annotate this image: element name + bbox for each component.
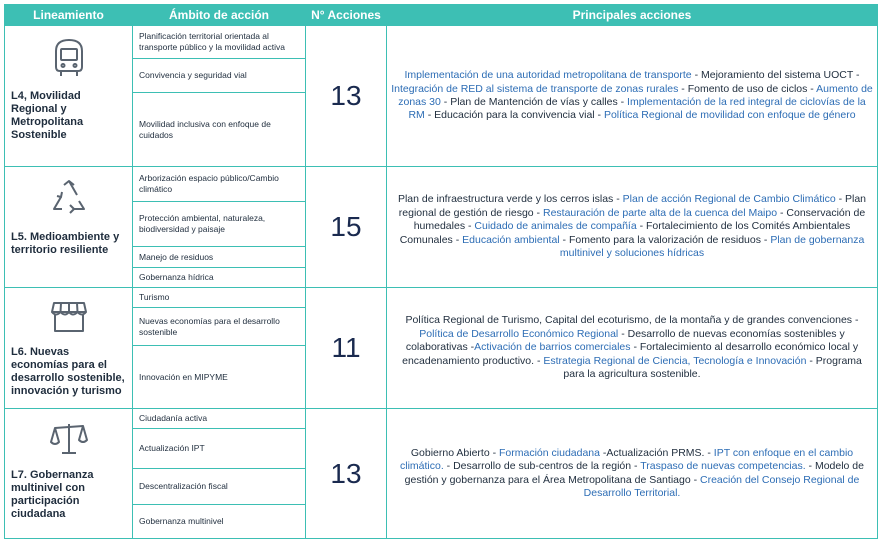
action-text-segment: Política Regional de Turismo, Capital del ecoturismo, de la montaña y de grandes convenciones - xyxy=(405,314,859,327)
ambito-item: Convivencia y seguridad vial xyxy=(133,59,306,93)
action-text-segment: Gobierno Abierto - xyxy=(410,446,500,459)
action-text-segment: - Fomento de uso de ciclos - xyxy=(678,82,817,95)
action-highlight: Formación ciudadana xyxy=(499,446,600,459)
action-highlight: Creación del Consejo Regional de Desarrollo Territorial. xyxy=(583,473,860,499)
action-text-segment: - Desarrollo de nuevas economías sostenibles y colaborativas - xyxy=(405,327,845,354)
action-text-segment: - Fomento para la valorización de residuos - xyxy=(559,233,771,246)
action-highlight: Cuidado de animales de compañía xyxy=(474,220,637,233)
bus-icon xyxy=(52,37,86,79)
action-highlight: Implementación de una autoridad metropolitana de transporte xyxy=(404,69,692,82)
action-highlight: Política Regional de movilidad con enfoque de género xyxy=(603,109,856,122)
actions-text xyxy=(387,26,878,167)
header-ambito: Ámbito de acción xyxy=(133,5,306,26)
action-text-segment: Plan de infraestructura verde y los cerros islas - xyxy=(397,193,623,206)
ambito-item: Gobernanza hídrica xyxy=(133,268,306,288)
table-container xyxy=(4,4,877,539)
actions-text xyxy=(387,409,878,539)
ambito-item: Descentralización fiscal xyxy=(133,469,306,505)
action-highlight: Activación de barrios comerciales xyxy=(474,341,631,354)
actions-table xyxy=(4,4,878,539)
lineamiento-cell-l7 xyxy=(5,409,133,539)
actions-text xyxy=(387,288,878,409)
actions-count: 13 xyxy=(306,409,387,539)
ambito-item: Gobernanza multinivel xyxy=(133,505,306,539)
action-text-segment: - Plan de Mantención de vías y calles - xyxy=(440,96,628,108)
ambito-item: Planificación territorial orientada al transporte público y la movilidad activa xyxy=(133,26,306,59)
ambito-item: Protección ambiental, naturaleza, biodiversidad y paisaje xyxy=(133,202,306,247)
action-text-segment: - Conservación de humedales - xyxy=(413,206,866,233)
lineamiento-label: L4, Movilidad Regional y Metropolitana Sostenible xyxy=(11,90,84,141)
action-text-segment: - Plan regional de gestión de riesgo - xyxy=(398,193,867,219)
lineamiento-label: L7. Gobernanza multinivel con participación ciudadana xyxy=(11,469,94,520)
ambito-item: Ciudadanía activa xyxy=(133,409,306,429)
header-row xyxy=(5,5,878,26)
action-highlight: Aumento de zonas 30 xyxy=(398,82,873,108)
action-highlight: Plan de acción Regional de Cambio Climático xyxy=(622,193,836,206)
lineamiento-cell-l5 xyxy=(5,167,133,288)
action-text-segment: -Actualización PRMS. - xyxy=(600,446,714,459)
header-n-acciones: N° Acciones xyxy=(306,5,387,26)
action-highlight: Educación ambiental xyxy=(462,233,560,246)
action-text-segment: - Educación para la convivencia vial - xyxy=(424,109,604,122)
ambito-item: Arborización espacio público/Cambio climático xyxy=(133,167,306,202)
actions-count: 13 xyxy=(306,26,387,167)
action-highlight: Estrategia Regional de Ciencia, Tecnología e Innovación xyxy=(543,354,807,367)
store-icon xyxy=(50,299,88,335)
action-text-segment: - Desarrollo de sub-centros de la región - xyxy=(443,460,641,473)
header-principales-acciones: Principales acciones xyxy=(387,5,878,26)
action-text-segment: - Fortalecimiento al desarrollo económico local y encadenamiento productivo. - xyxy=(402,341,859,367)
action-text-segment: - Fortalecimiento de los Comités Ambientales Comunales - xyxy=(399,220,851,246)
action-highlight: Implementación de la red integral de ciclovías de la RM xyxy=(408,96,866,122)
ambito-item: Actualización IPT xyxy=(133,429,306,469)
scales-icon xyxy=(49,420,89,458)
ambito-item: Movilidad inclusiva con enfoque de cuidados xyxy=(133,93,306,167)
action-text-segment: - Mejoramiento del sistema UOCT - xyxy=(691,69,860,82)
action-highlight: Restauración de parte alta de la cuenca del Maipo xyxy=(542,206,778,219)
action-highlight: Traspaso de nuevas competencias. xyxy=(640,460,806,473)
action-highlight: IPT con enfoque en el cambio climático. xyxy=(399,446,854,473)
actions-text xyxy=(387,167,878,288)
action-text-segment: - Programa para la agricultura sostenible. xyxy=(563,354,862,381)
header-lineamiento: Lineamiento xyxy=(5,5,133,26)
action-highlight: Política de Desarrollo Económico Regional xyxy=(419,327,619,340)
lineamiento-cell-l6 xyxy=(5,288,133,409)
action-text-segment: - Modelo de gestión y gobernanza para el Área Metropolitana de Santiago - xyxy=(404,460,864,486)
lineamiento-label: L6. Nuevas economías para el desarrollo sostenible, innovación y turismo xyxy=(11,346,125,397)
ambito-item: Manejo de residuos xyxy=(133,247,306,268)
actions-count: 11 xyxy=(306,288,387,409)
action-highlight: Plan de gobernanza multinivel y soluciones hídricas xyxy=(559,233,865,260)
ambito-item: Turismo xyxy=(133,288,306,308)
actions-count: 15 xyxy=(306,167,387,288)
lineamiento-cell-l4 xyxy=(5,26,133,167)
ambito-item: Innovación en MIPYME xyxy=(133,346,306,409)
action-highlight: Integración de RED al sistema de transporte de zonas rurales xyxy=(391,82,679,95)
lineamiento-label: L5. Medioambiente y territorio resiliente xyxy=(11,231,120,256)
ambito-item: Nuevas economías para el desarrollo sostenible xyxy=(133,308,306,346)
recycle-icon xyxy=(49,179,89,219)
